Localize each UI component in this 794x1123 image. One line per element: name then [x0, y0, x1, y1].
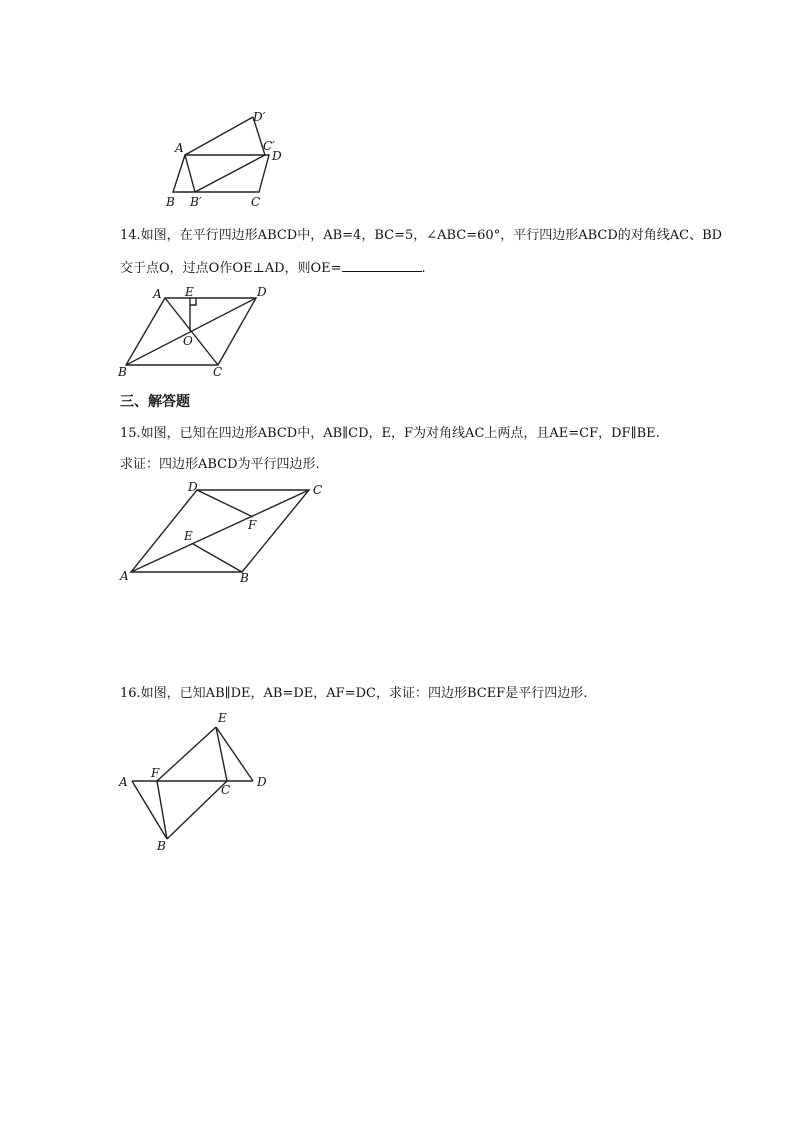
label-A: A — [153, 287, 162, 301]
q15-line1: 15.如图，已知在四边形ABCD中，AB∥CD，E，F为对角线AC上两点，且AE=CF，DF∥BE. — [120, 426, 660, 441]
q16-line1: 16.如图，已知AB∥DE，AB=DE，AF=DC，求证：四边形BCEF是平行四边形. — [120, 686, 588, 701]
label-C: C — [213, 365, 223, 379]
label-A: A — [175, 141, 184, 155]
label-C-prime: C′ — [263, 139, 275, 153]
label-E: E — [218, 711, 227, 725]
q14-line2-text: 交于点O，过点O作OE⊥AD，则OE= — [120, 261, 342, 276]
label-F: F — [248, 518, 257, 532]
label-C: C — [313, 483, 323, 497]
label-A: A — [119, 775, 128, 789]
q14-line1: 14.如图，在平行四边形ABCD中，AB=4，BC=5，∠ABC=60°，平行四边形ABCD的对角线AC、BD — [120, 228, 723, 243]
figure-q14-lines — [126, 298, 256, 365]
label-C: C — [221, 783, 231, 797]
q15-line2: 求证：四边形ABCD为平行四边形. — [120, 457, 320, 472]
label-D: D — [272, 149, 282, 163]
figure-q15-lines — [131, 490, 309, 572]
label-D-prime: D′ — [253, 110, 266, 124]
label-B: B — [118, 365, 127, 379]
label-B-prime: B′ — [190, 195, 202, 209]
label-B: B — [157, 839, 166, 853]
answer-blank — [342, 260, 422, 272]
label-B: B — [166, 195, 175, 209]
label-C: C — [251, 195, 261, 209]
label-D: D — [188, 480, 198, 494]
q14-line2-end: . — [421, 261, 426, 276]
figure-q13-lines — [173, 117, 269, 192]
label-A: A — [120, 569, 129, 583]
label-E: E — [185, 285, 194, 299]
label-O: O — [183, 334, 193, 348]
label-B: B — [240, 571, 249, 585]
label-D: D — [257, 285, 267, 299]
q14-line2 — [120, 260, 426, 275]
label-F: F — [151, 766, 160, 780]
figure-q16-lines — [132, 727, 253, 839]
label-D: D — [257, 775, 267, 789]
label-E: E — [184, 529, 193, 543]
section-title: 三、解答题 — [120, 394, 190, 410]
